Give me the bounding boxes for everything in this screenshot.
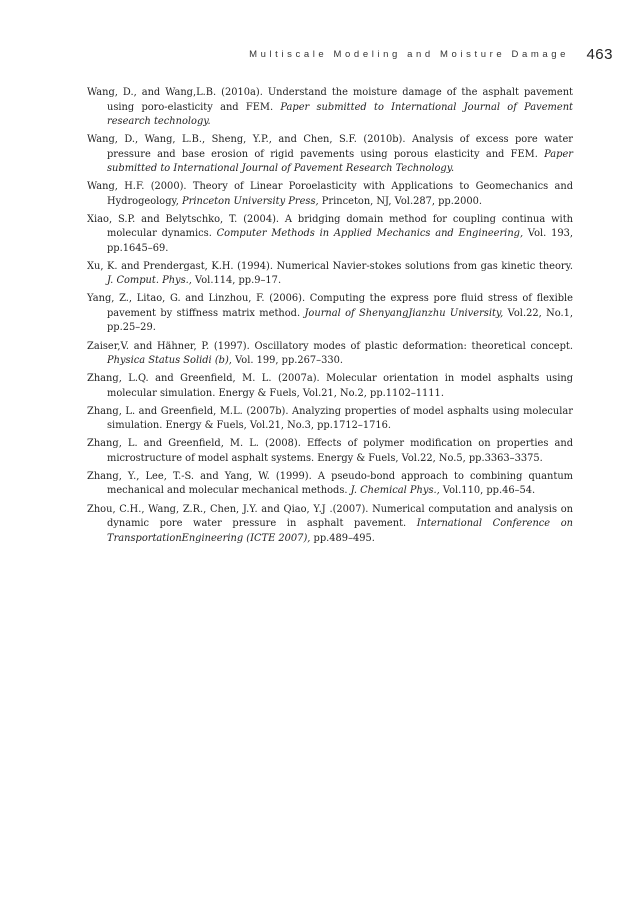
ref-text: Zhang, L.Q. and Greenfield, M. L. (2007a). Molecular orientation in model asphalts using molecular simulation. Energy & Fuels, Vol.21, No.2, pp.1102–1111. xyxy=(87,373,573,399)
ref-text: Xu, K. and Prendergast, K.H. (1994). Numerical Navier-stokes solutions from gas kinetic theory. xyxy=(87,260,573,272)
ref-details: Vol.114, pp.9–17. xyxy=(191,275,282,287)
ref-text: Zhang, Y., Lee, T.-S. and Yang, W. (1999). A pseudo-bond approach to combining quantum mechanical and molecular mechanical methods. xyxy=(87,470,573,497)
ref-source: J. Comput. Phys., xyxy=(107,275,192,287)
running-head xyxy=(0,47,621,67)
reference-entry xyxy=(87,292,573,336)
reference-entry xyxy=(87,437,573,466)
ref-source: Journal of ShenyangJianzhu University, xyxy=(304,307,504,319)
ref-details: Vol. 193, pp.1645–69. xyxy=(107,228,573,254)
ref-text: Wang, D., and Wang,L.B. (2010a). Understand the moisture damage of the asphalt pavement using poro-elasticity and FEM. xyxy=(87,87,573,113)
ref-text: Zhou, C.H., Wang, Z.R., Chen, J.Y. and Qiao, Y.J .(2007). Numerical computation and analysis on dynamic pore water pressure in asphalt pavement. xyxy=(87,503,573,530)
reference-entry xyxy=(87,372,573,401)
ref-source: Paper submitted to International Journal of Pavement Research Technology. xyxy=(107,148,573,175)
reference-entry xyxy=(87,86,573,130)
ref-text: Xiao, S.P. and Belytschko, T. (2004). A bridging domain method for coupling continua with molecular dynamics. xyxy=(87,213,573,240)
ref-source: J. Chemical Phys., xyxy=(350,485,440,497)
ref-text: Wang, D., Wang, L.B., Sheng, Y.P., and Chen, S.F. (2010b). Analysis of excess pore water pressure and base erosion of rigid pavements using porous elasticity and FEM. xyxy=(87,134,573,160)
reference-entry xyxy=(87,260,573,289)
ref-details: Vol.22, No.1, pp.25–29. xyxy=(107,307,573,334)
reference-entry xyxy=(87,180,573,209)
ref-details: pp.489–495. xyxy=(310,532,375,544)
ref-source: Paper submitted to International Journal of Pavement research technology. xyxy=(107,101,573,127)
ref-source: Princeton University Press, xyxy=(182,195,319,207)
reference-list xyxy=(87,86,573,550)
ref-text: Wang, H.F. (2000). Theory of Linear Poroelasticity with Applications to Geomechanics and Hydrogeology, xyxy=(87,181,573,207)
ref-source: Physica Status Solidi (b), xyxy=(107,355,232,367)
ref-text: Zhang, L. and Greenfield, M.L. (2007b). Analyzing properties of model asphalts using molecular simulation. Energy & Fuels, Vol.21, No.3, pp.1712–1716. xyxy=(87,405,573,432)
reference-entry xyxy=(87,405,573,434)
page-number: 463 xyxy=(586,46,613,63)
reference-entry xyxy=(87,133,573,177)
reference-entry xyxy=(87,213,573,257)
ref-text: Zaiser,V. and Hähner, P. (1997). Oscillatory modes of plastic deformation: theoretical concept. xyxy=(87,340,573,352)
ref-source: International Conference on TransportationEngineering (ICTE 2007), xyxy=(107,518,573,544)
reference-entry xyxy=(87,503,573,547)
running-title: Multiscale Modeling and Moisture Damage xyxy=(249,49,569,60)
ref-text: Yang, Z., Litao, G. and Linzhou, F. (2006). Computing the express pore fluid stress of flexible pavement by stiffness matrix method. xyxy=(87,293,573,319)
ref-details: Vol. 199, pp.267–330. xyxy=(231,355,344,367)
ref-source: Computer Methods in Applied Mechanics and Engineering, xyxy=(216,228,524,240)
ref-details: Princeton, NJ, Vol.287, pp.2000. xyxy=(318,195,483,207)
reference-entry xyxy=(87,470,573,499)
reference-entry xyxy=(87,340,573,369)
ref-details: Vol.110, pp.46–54. xyxy=(439,485,536,497)
ref-text: Zhang, L. and Greenfield, M. L. (2008). Effects of polymer modification on properties and microstructure of model asphalt systems. Energy & Fuels, Vol.22, No.5, pp.3363–3375. xyxy=(87,438,573,464)
